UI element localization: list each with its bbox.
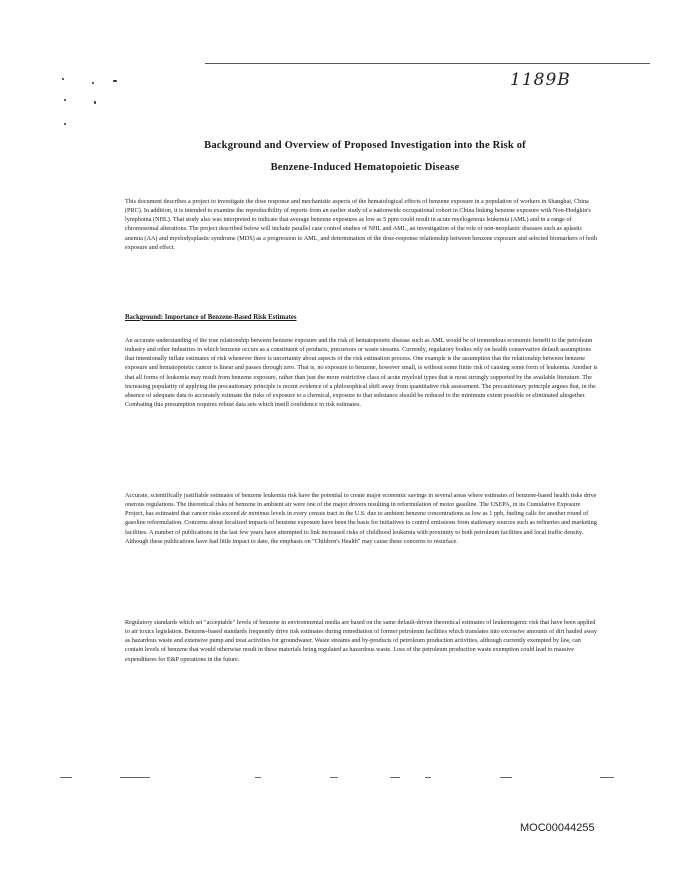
scan-dash [425,777,431,778]
handwritten-page-number: 1189B [510,70,571,90]
top-rule [205,63,650,64]
bates-number: MOC00044255 [520,822,595,834]
document-title-line-2: Benzene-Induced Hematopoietic Disease [270,162,460,173]
scan-dash [255,777,261,778]
scan-speck [62,78,64,80]
scan-dash [600,777,614,778]
scan-speck [64,99,66,101]
paragraph-2-text-after: levels in every census tract in the U.S. due to ambient benzene concentrations as low as 1 ppb, fueling calls for another round of gasoline reformulation. Concerns about localized impacts of benzene exposure have been the basis for initiatives to control emissions from stationary sources such as refineries and marketing facilities. A number of publications in the last few years have attempted to link increased risks of childhood leukemia with proximity to both petroleum facilities and local traffic density. Although these publications have had little impact to date, the emphasis on "Children's Health" may cause these concerns to resurface. [125,510,597,545]
background-paragraph-3: Regulatory standards which set "acceptable" levels of benzene in environmental media are based on the same default-driven theoretical estimates of leukemogenic risk that have been applied to air toxics legislation. Benzene-based standards frequently drive risk estimates during remediation of former petroleum facilities which translates into excessive amounts of dirt hauled away as hazardous waste and extensive pump and treat activities for groundwater. Waste streams and by-products of petroleum production activities, although currently exempted by law, can contain levels of benzene that would otherwise result in these materials being regulated as hazardous waste. Loss of the petroleum production waste exemption could lead to massive expenditures for E&P operations in the future. [125,619,597,663]
scan-speck [94,101,96,104]
scan-speck [92,82,94,84]
scan-dash [330,777,338,778]
scan-dash [60,777,72,778]
scan-speck [113,80,117,82]
scan-speck [64,123,66,125]
scan-dash [390,777,400,778]
document-title-line-1: Background and Overview of Proposed Investigation into the Risk of [204,140,526,151]
scan-dash [120,777,150,778]
background-paragraph-2 [125,491,600,546]
intro-paragraph: This document describes a project to investigate the dose response and mechanistic aspects of the hematological effects of benzene exposure in a population of workers in Shanghai, China (PRC). In addition, it is intended to examine the reproducibility of reports from an earlier study of a nationwide occupational cohort in China linking benzene exposure with Non-Hodgkin's lymphoma (NHL). That study also was interpreted to indicate that average benzene exposures as low as 5 ppm could result in acute myelogenous leukemia (AML) and in a range of chromosomal alterations. The project described below will include parallel case control studies of NHL and AML, an investigation of the role of non-neoplastic diseases such as aplastic anemia (AA) and myelodysplastic syndrome (MDS) as a progression to AML, and determination of the dose-response relationship between benzene exposure and selected biomarkers of both exposure and effect. [125,198,598,251]
scan-dash [500,777,512,778]
paragraph-2-italic-term: de minimus [241,510,270,518]
background-paragraph-1: An accurate understanding of the true relationship between benzene exposure and the risk of hematopoietic disease such as AML would be of tremendous economic benefit to the petroleum industry and other industries in which benzene occurs as a constituent of products, precursors or waste streams. Currently, regulatory bodies rely on health conservative default assumptions that intentionally inflate estimates of risk whenever there is uncertainty about aspects of the risk estimation process. One example is the assumption that the relationship between benzene exposure and hematopoietic cancer is linear and passes through zero. That is, no exposure to benzene, however small, is without some finite risk of causing some form of leukemia. Another is that all forms of leukemia may result from benzene exposure, rather than just the more restrictive class of acute myeloid types that is most strongly supported by the available literature. The increasing popularity of applying the precautionary principle is recent evidence of a philosophical shift away from quantitative risk assessment. The precautionary principle argues that, in the absence of adequate data to accurately estimate the risks of exposure to a chemical, exposure to that substance should be reduced to the minimum extent possible or eliminated altogether. Combating this presumption requires robust data sets which instill confidence in risk estimates. [125,337,598,409]
section-heading-background: Background: Importance of Benzene-Based Risk Estimates [125,314,297,321]
paragraph-2-text-before: Accurate, scientifically justifiable estimates of benzene leukemia risk have the potential to create major economic savings in several areas where estimates of benzene-based health risks drive onerous regulations. The theoretical risks of benzene in ambient air were one of the major drivers resulting in reformulation of motor gasoline. The USEPA, in its Cumulative Exposure Project, has estimated that cancer risks exceed [125,492,597,518]
bottom-scan-marks [60,777,650,781]
